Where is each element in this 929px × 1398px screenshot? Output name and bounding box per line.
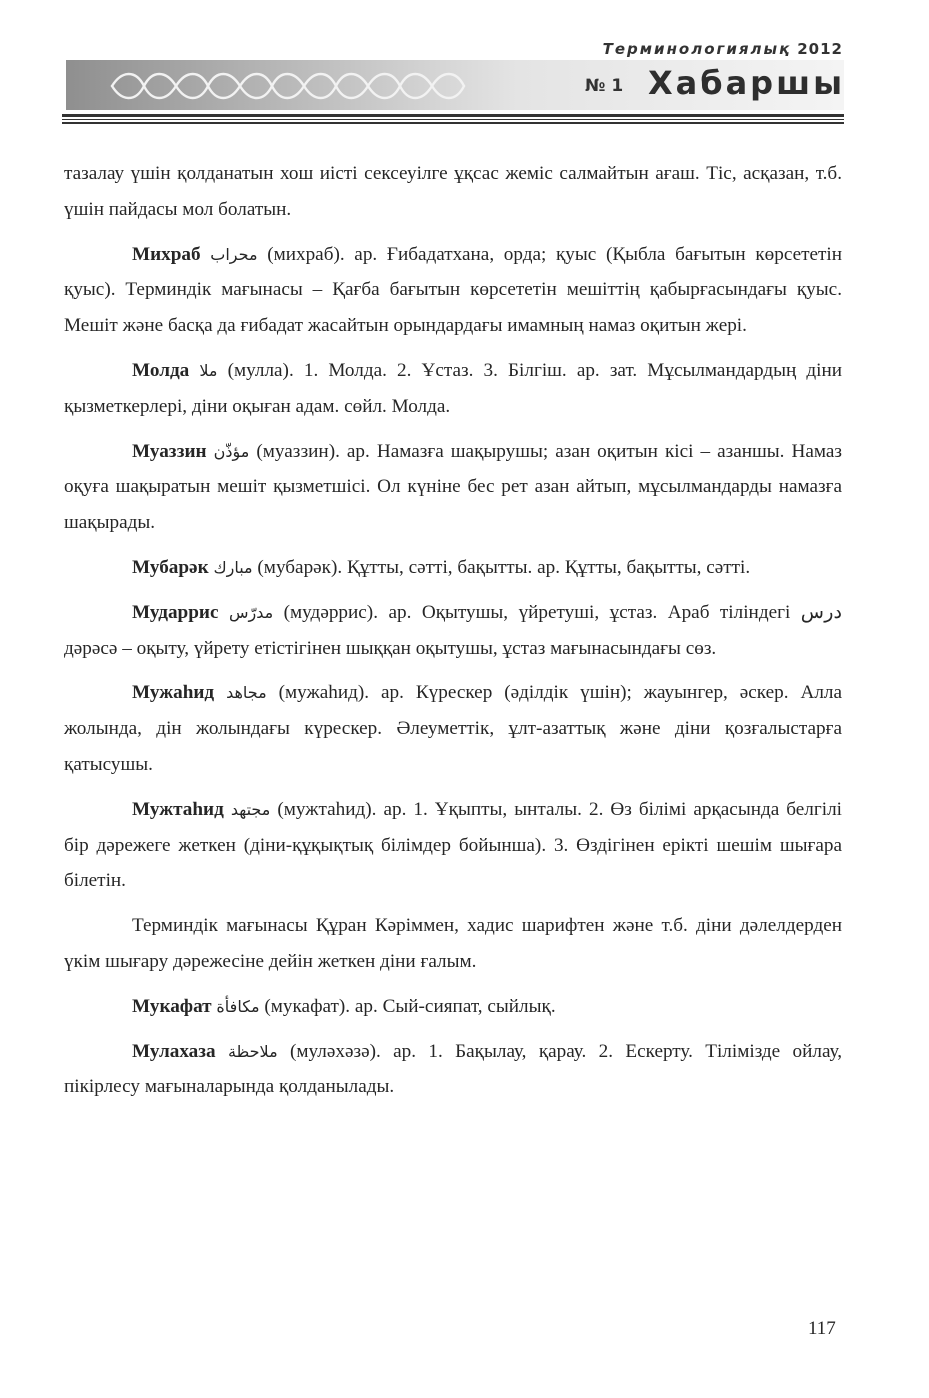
entry-text: (муаззин). ар. Намазға шақырушы; азан оқитын кісі – азаншы. Намаз оқуға шақыратын мешіт қызметшісі. Ол күніне бес рет азан айтып, мұсылмандарды намазға шақырады. bbox=[64, 440, 842, 534]
entry-text: (мубарәк). Құтты, сәтті, бақытты. ар. Құтты, бақытты, сәтті. bbox=[252, 556, 751, 578]
dictionary-entry bbox=[64, 434, 842, 541]
journal-title bbox=[603, 40, 843, 58]
article-body bbox=[64, 156, 842, 1114]
header-rule bbox=[62, 122, 844, 124]
entry-term: Молда bbox=[132, 359, 190, 381]
entry-text: (мукафат). ар. Сый-сияпат, сыйлық. bbox=[259, 995, 556, 1017]
entry-text: (мудәррис). ар. Оқытушы, үйретуші, ұстаз. Араб тіліндегі درس дәрәсә – оқыту, үйрету етістігінен шыққан оқытушы, ұстаз мағынасындағы сөз. bbox=[64, 601, 842, 659]
dictionary-entry bbox=[64, 237, 842, 344]
entry-text: (мужтаһид). ар. 1. Ұқыпты, ынталы. 2. Өз білімі арқасында белгілі бір дәрежеге жеткен (діни-құқықтық білімдер бойынша). 3. Өздігінен ерікті шешім шығара білетін. bbox=[64, 798, 842, 892]
header-rule bbox=[62, 119, 844, 120]
paragraph-text: тазалау үшін қолданатын хош иісті сексеуілге ұқсас жеміс салмайтын ағаш. Тіс, асқазан, т.б. үшін пайдасы мол болатын. bbox=[64, 163, 842, 220]
issue-number: № 1 bbox=[585, 76, 624, 96]
entry-arabic: مكافأة bbox=[216, 996, 260, 1016]
dictionary-entry bbox=[64, 550, 842, 586]
entry-text: (муләхәзә). ар. 1. Бақылау, қарау. 2. Ескерту. Тілімізде ойлау, пікірлесу мағыналарында қолданылады. bbox=[64, 1040, 843, 1098]
dictionary-entry bbox=[64, 675, 842, 782]
entry-arabic: مؤذّن bbox=[213, 441, 250, 461]
entry-arabic: محراب bbox=[210, 244, 258, 264]
entry-arabic: مدرّس bbox=[228, 602, 274, 622]
journal-year: 2012 bbox=[797, 40, 843, 58]
journal-name: Хабаршы bbox=[647, 64, 845, 102]
entry-text: (мулла). 1. Молда. 2. Ұстаз. 3. Білгіш. ар. зат. Мұсылмандардың діни қызметкерлері, діни оқыған адам. сөйл. Молда. bbox=[64, 359, 842, 417]
journal-title-text: Терминологиялық bbox=[602, 40, 792, 58]
entry-term: Мударрис bbox=[132, 601, 219, 623]
entry-text: (мужаһид). ар. Күрескер (әділдік үшін); жауынгер, әскер. Алла жолында, дін жолындағы күрескер. Әлеуметтік, ұлт-азаттық және діни қозғалыстарға қатысушы. bbox=[64, 682, 843, 775]
paragraph bbox=[64, 908, 842, 980]
entry-arabic: مجتهد bbox=[230, 799, 271, 819]
entry-term: Мубарәк bbox=[132, 556, 209, 578]
entry-text: (михраб). ар. Ғибадатхана, орда; қуыс (Қыбла бағытын көрсететін қуыс). Терминдік мағынасы – Қағба бағытын көрсететін мешіттің қабырғасындағы қуыс. Мешіт және басқа да ғибадат жасайтын орындардағы имамның намаз оқитын жері. bbox=[64, 243, 842, 337]
dictionary-entry bbox=[64, 353, 842, 425]
entry-arabic: ملا bbox=[199, 360, 218, 380]
entry-arabic: مجاهد bbox=[226, 683, 267, 703]
paragraph-text: Терминдік мағынасы Құран Кәріммен, хадис шарифтен және т.б. діни дәлелдерден үкім шығару дәрежесіне дейін жеткен діни ғалым. bbox=[64, 915, 842, 972]
page-number: 117 bbox=[808, 1318, 836, 1339]
entry-term: Мужтаһид bbox=[132, 798, 224, 820]
entry-term: Муаззин bbox=[132, 440, 207, 462]
page-header bbox=[0, 0, 929, 135]
dictionary-entry bbox=[64, 595, 842, 667]
dictionary-entry bbox=[64, 792, 842, 899]
entry-term: Мукафат bbox=[132, 995, 212, 1017]
dictionary-entry bbox=[64, 989, 842, 1025]
entry-term: Мужаһид bbox=[132, 682, 215, 704]
entry-arabic: مبارك bbox=[213, 557, 253, 577]
ornament-icon bbox=[108, 66, 468, 106]
entry-arabic: ملاحظة bbox=[227, 1041, 278, 1061]
paragraph-continuation bbox=[64, 156, 842, 228]
header-rule bbox=[62, 114, 844, 117]
entry-term: Мулахаза bbox=[132, 1040, 216, 1062]
entry-term: Михраб bbox=[132, 243, 201, 265]
dictionary-entry bbox=[64, 1034, 842, 1106]
